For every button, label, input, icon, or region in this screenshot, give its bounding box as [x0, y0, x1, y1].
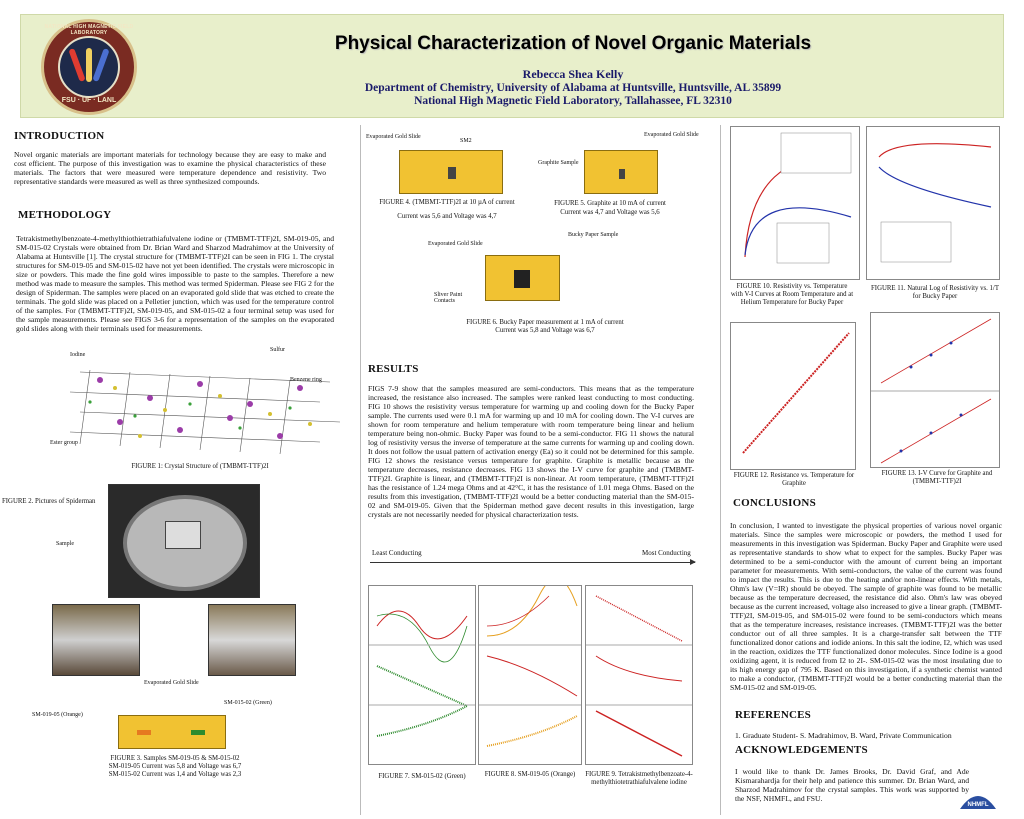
fig12-svg — [731, 323, 855, 469]
svg-text:NHMFL: NHMFL — [967, 802, 989, 808]
fig5-sample — [619, 169, 625, 179]
sm019-sample — [137, 730, 151, 735]
logo-emblem — [58, 36, 120, 98]
conclusions-text: In conclusion, I wanted to investigate the physical properties of various novel organic materials. Since the samples were microscopic or powders, the method I used for measurements in this investigation was Spiderman. Bucky Paper and Graphite were used as representative standards to show what to expect for the samples. Bucky Paper was determined to be a semi-conductor with the amount of current being an important parameter for measurements. With semi-conductors, the value of the current was found to impact the results. This is due to the heating and/or non-linear effects. With metals, Ohm's law (V=IR) should be obeyed. The sample of graphite was found to be metallic because as the temperature decreased, the resistance did also. Ohm's law was obeyed because as the current increased, voltage also increased to give a linear graph. (TMBMT-TTF)2I, SM-019-05, and SM-015-02 were found to be semi-conductors which means that as the temperature increases, resistance increases. (TMBMT-TTF)2I was the better conductor out of all three samples. It is a charge-transfer salt between the TTF functionalized donor cations and iodide anions. In this salt the iodine, I2, which was used in the reaction, oxidizes the TTF functionalized donor molecules. Since Iodine is a good oxidizing agent, it is reduced from I2 to 2I-. SM-015-02 was the most insulating due to its high energy gap of 795 K. Based on this investigation, if a synthetic chemist wanted to make a conductor, (TMBMT-TTF)2I would be a better conducting material than the SM-015-02 and SM-019-05. — [730, 521, 1002, 692]
fig6-gold-slide — [485, 255, 560, 301]
logo-arrow-red — [68, 48, 85, 82]
fig6-caption-1: FIGURE 6. Bucky Paper measurement at 1 mA of current — [466, 319, 624, 326]
logo-arrow-blue — [92, 48, 109, 82]
reference-item: 1. Graduate Student- S. Madrahimov, B. Ward, Private Communication — [735, 731, 952, 740]
fig2-caption: FIGURE 2. Pictures of Spiderman — [2, 498, 96, 505]
fig7-svg — [369, 586, 475, 764]
acknowledgements-text: I would like to thank Dr. James Brooks, Dr. David Graf, and Ade Kismarahardja for their help and patience this summer. Dr. Brian Ward, and Sharzod Madrahimov for the crystal samples. This work was supported by the NSF, NHMFL, and FSU. — [735, 767, 969, 803]
fig3-caption-3: SM-015-02 Current was 1,4 and Voltage was 2,3 — [108, 771, 242, 778]
sulfur-label: Sulfur — [270, 347, 285, 353]
poster-header — [20, 14, 1004, 118]
logo-top-text: NATIONAL HIGH MAGNETIC FIELD LABORATORY — [44, 24, 134, 36]
crystal-structure-drawing — [60, 352, 350, 462]
spiderman-photo-left — [52, 604, 140, 676]
spiderman-sample-block — [165, 521, 201, 549]
results-title: RESULTS — [368, 363, 419, 375]
references-title: REFERENCES — [735, 709, 811, 721]
fig8-plot — [478, 585, 582, 765]
fig11-svg — [867, 127, 999, 279]
acknowledgements-title: ACKNOWLEDGEMENTS — [735, 744, 868, 756]
fig3-evap-label: Evaporated Gold Slide — [144, 680, 199, 686]
introduction-title: INTRODUCTION — [14, 130, 105, 142]
fig7-plot — [368, 585, 476, 765]
silver-paint-label: Sliver Paint Contacts — [434, 292, 463, 304]
fig5-caption-1: FIGURE 5. Graphite at 10 mA of current — [554, 200, 666, 207]
sm015-sample — [191, 730, 205, 735]
fig5-evap-label: Evaporated Gold Slide — [644, 132, 699, 138]
poster-title: Physical Characterization of Novel Organic Materials — [334, 33, 812, 54]
column-divider-2 — [720, 125, 721, 815]
sample-label: Sample — [56, 541, 74, 547]
fig6-evap-label: Evaporated Gold Slide — [428, 241, 483, 247]
spiderman-photo-right — [208, 604, 296, 676]
methodology-title: METHODOLOGY — [18, 209, 112, 221]
fig4-sm-label: SM2 — [460, 138, 472, 144]
introduction-text: Novel organic materials are important materials for technology because they are easy to make and cost efficient. The purpose of this investigation was to examine the physical characteristics of these materials. The factors that were measured were temperature dependence and resistivity. Two representative standards were measured as well as three synthesized compounds. — [14, 150, 326, 186]
conducting-arrow — [370, 562, 695, 563]
sm019-label: SM-019-05 (Orange) — [32, 712, 83, 718]
iodine-label: Iodine — [70, 352, 86, 358]
fig3-caption-2: SM-019-05 Current was 5,8 and Voltage was 6,7 — [108, 763, 242, 770]
column-divider-1 — [360, 125, 361, 815]
methodology-text: Tetrakistmethylbenzoate-4-methylthiothietrathiafulvalene iodine or (TMBMT-TTF)2I, SM-019-05, and SM-015-02 Crystals were obtained from Dr. Brian Ward and Sharzod Madrahimov at the University of Alabama at Huntsville [1]. The crystal structure for (TMBMT-TTF)2I can be seen in FIG 1. The crystal structures for SM-019-05 and SM-015-02 have not yet been identified. The crystals were microscopic in size or powders. This made the fine gold wires impossible to paste to the samples. Therefore a new method was made to measure the samples. This method was termed Spiderman. Please see FIG 2 for the design of Spiderman. The samples were placed on an evaporated gold slide that was etched to create the terminals. The gold slide was placed on a Pelletier junction, which was used for the temperature control of the samples. For (TMBMT-TTF)2I, SM-019-05, and SM-015-02 a four terminal setup was used for the sample measurements. Please see FIGS 3-6 for a representation of the samples on the evaporated gold slides along with their terminals used for measurements. — [16, 234, 334, 333]
fig9-caption: FIGURE 9. Tetrakistmethylbenzoate-4-methylthiotetrathiafulvalene iodine — [585, 771, 693, 786]
fig3-gold-slide — [118, 715, 226, 749]
fig9-svg — [586, 586, 692, 764]
outreach-logo-svg — [958, 781, 998, 811]
graphite-label: Graphite Sample — [538, 160, 579, 166]
fig13-caption: FIGURE 13. I-V Curve for Graphite and (TMBMT-TTF)2I — [881, 470, 993, 485]
fig4-caption-2: Current was 5,6 and Voltage was 4,7 — [397, 213, 497, 220]
benzene-label: Benzene ring — [290, 377, 322, 383]
fig3-caption-1: FIGURE 3. Samples SM-019-05 & SM-015-02 — [110, 755, 240, 762]
fig10-svg — [731, 127, 859, 279]
fig12-caption: FIGURE 12. Resistance vs. Temperature for Graphite — [733, 472, 855, 487]
fig11-caption: FIGURE 11. Natural Log of Resistivity vs. 1/T for Bucky Paper — [871, 285, 999, 300]
fig8-svg — [479, 586, 581, 764]
fig6-caption-2: Current was 5,8 and Voltage was 6,7 — [495, 327, 595, 334]
fig6-sample — [514, 270, 530, 288]
bucky-label: Bucky Paper Sample — [568, 232, 619, 238]
least-conducting-label: Least Conducting — [372, 549, 422, 557]
fig10-caption: FIGURE 10. Resistivity vs. Temperature with V-I Curves at Room Temperature and at Helium Temperature for Bucky Paper — [730, 283, 854, 306]
fig7-caption: FIGURE 7. SM-015-02 (Green) — [378, 773, 466, 780]
fig10-plot — [730, 126, 860, 280]
fig9-plot — [585, 585, 693, 765]
fig4-sample — [448, 167, 456, 179]
affiliation-2: National High Magnetic Field Laboratory, Tallahassee, FL 32310 — [414, 95, 732, 107]
fig4-evap-label: Evaporated Gold Slide — [366, 134, 421, 140]
fig5-gold-slide — [584, 150, 658, 194]
fig13-plot — [870, 312, 1000, 468]
fig8-caption: FIGURE 8. SM-019-05 (Orange) — [484, 771, 576, 778]
most-conducting-label: Most Conducting — [642, 549, 691, 557]
fig5-caption-2: Current was 4,7 and Voltage was 5,6 — [560, 209, 660, 216]
fig11-plot — [866, 126, 1000, 280]
logo-bottom-text: FSU · UF · LANL — [61, 97, 117, 104]
affiliation-1: Department of Chemistry, University of Alabama at Huntsville, Huntsville, AL 35899 — [364, 82, 782, 94]
spiderman-photo-main — [108, 484, 260, 598]
references-list — [735, 731, 1005, 740]
ester-label: Ester group — [50, 440, 78, 446]
crystal-structure-figure — [60, 352, 350, 462]
educational-outreach-logo — [958, 781, 998, 811]
results-text: FIGS 7-9 show that the samples measured are semi-conductors. This means that as the temperature increased, the resistance also increased. The samples were ranked least conducting to most conducting. FIG 10 shows the resistivity versus temperature for warming up and cooling down for the Bucky Paper sample. The currents used were 0.1 mA for warming up and 10 mA for cooling down. The V-I curves are shown for room temperature and helium temperature with room temperature being linear and helium temperature being non-ohmic. Bucky Paper was found to be a semi-conductor. FIG 11 shows the natural log of resistivity versus the inverse of temperature at the same currents for warming up and cooling down. It does not follow the usual pattern of activation energy (Ea) so it could not be determined for this sample. FIG 12 shows the resistance versus temperature for graphite. Graphite is metallic because as the temperature decreases, resistance decreases. FIG 13 shows the I-V curve for graphite and (TMBMT-TTF)2I. Graphite is linear, and (TMBMT-TTF)2I is non-linear. At room temperature, (TMBMT-TTF)2I has the resistance of 1.24 mega Ohms and at 42°C, it has the resistance of 1.01 mega Ohms. Based on the results from this investigation, (TMBMT-TTF)2I would be a better conducting material than the SM-015-02 and SM-019-05. Given that the Spiderman method gave decent results in this investigation, large crystals are not necessarily needed for physical characterization tests. — [368, 384, 694, 519]
sm015-label: SM-015-02 (Green) — [224, 700, 272, 706]
nhmfl-logo — [41, 19, 137, 115]
conclusions-title: CONCLUSIONS — [733, 497, 816, 509]
fig12-plot — [730, 322, 856, 470]
fig4-caption-1: FIGURE 4. (TMBMT-TTF)2I at 10 µA of current — [379, 199, 515, 206]
logo-arrow-yellow — [86, 48, 92, 82]
poster-author: Rebecca Shea Kelly — [522, 67, 624, 81]
fig13-svg — [871, 313, 999, 467]
fig4-gold-slide — [399, 150, 503, 194]
fig1-caption: FIGURE 1: Crystal Structure of (TMBMT-TTF)2I — [131, 463, 269, 470]
